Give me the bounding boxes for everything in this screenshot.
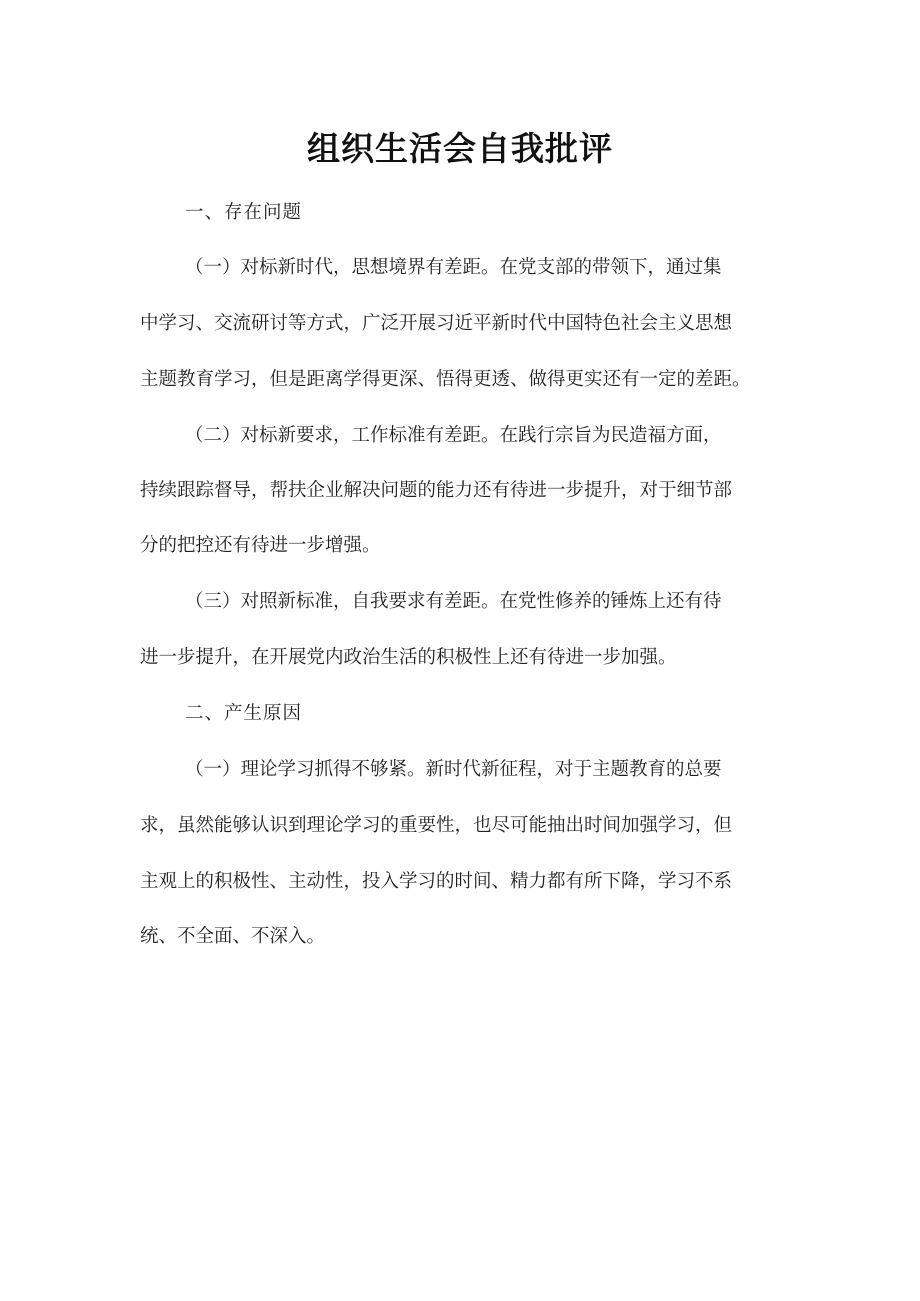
paragraph-line: 主观上的积极性、主动性，投入学习的时间、精力都有所下降，学习不系: [140, 871, 733, 892]
paragraph-line: 中学习、交流研讨等方式，广泛开展习近平新时代中国特色社会主义思想: [140, 313, 733, 334]
paragraph-line: 进一步提升，在开展党内政治生活的积极性上还有待进一步加强。: [140, 647, 677, 668]
paragraph-line: 持续跟踪督导，帮扶企业解决问题的能力还有待进一步提升，对于细节部: [140, 480, 733, 501]
paragraph-line: 统、不全面、不深入。: [140, 926, 326, 947]
section-heading-problems: 一、存在问题: [185, 202, 303, 223]
paragraph-line: （三）对照新标准，自我要求有差距。在党性修养的锤炼上还有待: [185, 591, 722, 612]
paragraph-line: （一）对标新时代，思想境界有差距。在党支部的带领下，通过集: [185, 257, 722, 278]
paragraph-line: 分的把控还有待进一步增强。: [140, 535, 381, 556]
paragraph-line: 求，虽然能够认识到理论学习的重要性，也尽可能抽出时间加强学习，但: [140, 815, 733, 836]
paragraph-line: 主题教育学习，但是距离学得更深、悟得更透、做得更实还有一定的差距。: [140, 369, 751, 390]
paragraph-line: （二）对标新要求，工作标准有差距。在践行宗旨为民造福方面，: [185, 425, 722, 446]
paragraph-line: （一）理论学习抓得不够紧。新时代新征程，对于主题教育的总要: [185, 759, 722, 780]
document-title: 组织生活会自我批评: [307, 129, 613, 168]
section-heading-causes: 二、产生原因: [185, 703, 303, 724]
